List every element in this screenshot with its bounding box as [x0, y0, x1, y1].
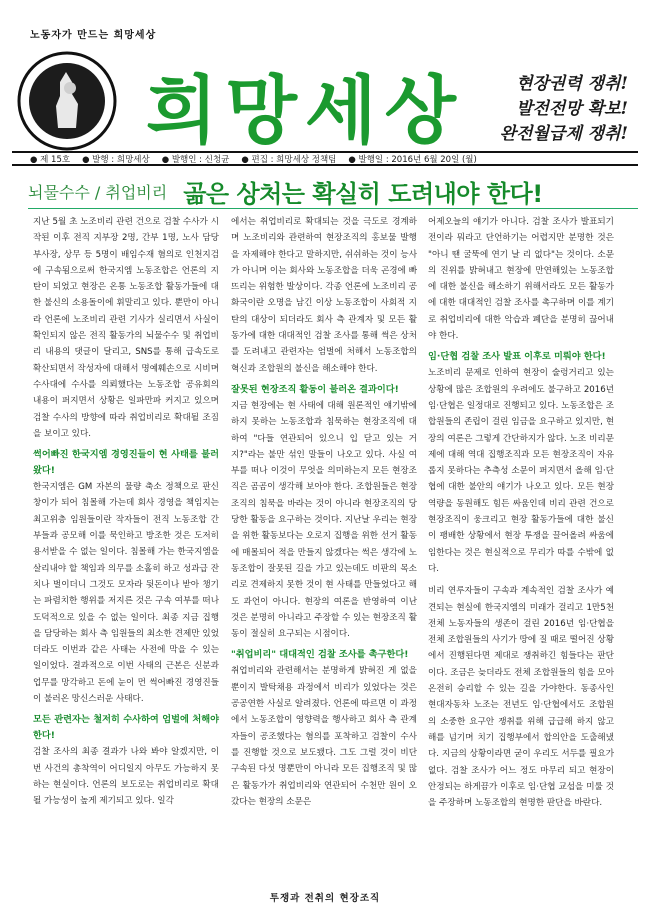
article-column-2: [231, 214, 417, 810]
publish-date: ● 발행일 : 2016년 6월 20일 (월): [348, 155, 477, 165]
paragraph: 검찰 조사의 최종 결과가 나와 봐야 알겠지만, 이번 사건의 총착역이 어디일지 아무도 가능하지 못하는 현실이다. 언론의 보도로는 취업비리로 확대될 가능성이 높게 제기되고 있다. 일각: [33, 747, 219, 807]
paragraph: 지난 5월 초 노조비리 관련 건으로 검찰 수사가 시작된 이후 전직 지부장 2명, 간부 1명, 노사 담당 부사장, 상무 등 5명이 배임수재 혐의로 인천지검에 구속됨으로써 한국지엠 노동조합은 언론의 지탄이 되었고 현장은 온통 노동조합 활동가들에 대한 불신의 소용돌이에 휘말리고 있다. 뿐만이 아니라 언론에 노조비리 관련 기사가 실리면서 사실이 확인되지 않은 전직 활동가의 뇌물수수 및 취업비리 내용의 댓글이 달리고, SNS를 통해 급속도로 확산되면서 작성자에 대해서 명예훼손으로 시비며 수사대에 수사를 의뢰했다는 노동조합 공유회의 내용이 퍼지면서 상황은 일파만파 커지고 있으며 검찰 수사의 방향에 따라 취업비리로 확대될 조짐을 보이고 있다.: [33, 217, 219, 439]
article-headline: 곪은 상처는 확실히 도려내야 한다!: [183, 179, 543, 208]
issuer: ● 발행인 : 신청균: [161, 155, 230, 165]
subheading: 모든 관련자는 철저히 수사하여 엄벌에 처해야 한다!: [33, 714, 219, 742]
subheading: 잘못된 현장조직 활동이 불러온 결과이다!: [231, 383, 399, 395]
masthead-title: [140, 58, 470, 154]
paragraph: 노조비리 문제로 인하여 현장이 술렁거리고 있는 상황에 많은 조합원의 우려에도 불구하고 2016년 임·단협은 일정대로 진행되고 있다. 노동조합은 조합원들의 존립이 걸린 임금을 요구하고 있지만, 현장의 여론은 그렇게 간단하지가 않다. 노조 비리문제에 대해 역대 집행조직과 모든 현장조직이 자유롭지 못하다는 추측성 소문이 퍼지면서 올해 임·단협에 대한 불안의 얘기가 나오고 있다. 모든 현장 역량을 동원해도 힘든 싸움인데 비리 관련 건으로 현장조직이 웅크리고 현장 활동가들에 대한 불신이 팽배한 상황에서 현장 투쟁을 끌어올려 싸움에 임한다는 것은 현실적으로 무리가 따를 수밖에 없다.: [428, 368, 614, 574]
issue-info-bar: [12, 151, 638, 166]
article-column-3: [428, 214, 614, 811]
issue-number: ● 제 15호: [30, 155, 71, 165]
paragraph: 지금 현장에는 현 사태에 대해 원론적인 얘기밖에 하지 못하는 노동조합과 침묵하는 현장조직에 대하여 "다들 연관되어 있으니 입 닫고 있는 거지?"라는 불만 섞인 말들이 나오고 있다. 사실 여부를 떠나 이것이 무엇을 의미하는지 모든 현장조직은 곰곰이 생각해 보아야 한다. 조합원들은 현장조직의 침묵을 바라는 것이 아니라 현장조직의 당당한 활동을 요구하는 것이다. 지난날 우리는 현장을 위한 활동보다는 오로지 집행을 위한 선거 활동에 매몰되어 적을 만들지 않겠다는 썩은 생각에 노동조합이 잘못된 길을 가고 있는데도 비판의 목소리로 견제하지 못한 것이 현 사태를 만들었다고 해도 과언이 아니다. 현장의 여론을 반영하여 이난 것은 분명히 아니라고 주장할 수 있는 현장조직 활동이 절실히 요구되는 시점이다.: [231, 400, 417, 640]
publisher: ● 발행 : 희망세상: [82, 155, 150, 165]
slogan-1: 현장권력 쟁취!: [516, 74, 628, 94]
subheading: 썩어빠진 한국지엠 경영진들이 현 사태를 불러왔다!: [33, 449, 219, 477]
slogan-2: 발전전망 확보!: [516, 99, 628, 119]
logo-emblem: [14, 48, 120, 154]
paragraph: 에서는 취업비리로 확대되는 것을 극도로 경계하며 노조비리와 관련하여 현장조직의 홍보물 발행을 자제해야 한다고 말하지만, 쉬쉬하는 것이 능사가 아니며 이는 회사와 노동조합을 더욱 곤경에 빠뜨리는 위험한 발상이다. 각종 언론에 노조비리 공화국이란 오명을 남긴 이상 노동조합이 사회적 지탄의 대상이 되더라도 회사 측 관계자 및 모든 활동가에 대한 대대적인 검찰 조사를 통해 썩은 상처를 도려내고 관련자는 엄벌에 처해서 노동조합의 혁신과 조합원의 불신을 해소해야 한다.: [231, 217, 417, 374]
subheading: 임·단협 검찰 조사 발표 이후로 미뤄야 한다!: [428, 351, 606, 363]
paragraph: 취업비리와 관련해서는 분명하게 밝혀진 게 없을 뿐이지 발탁채용 과정에서 비리가 있었다는 것은 공공연한 사실로 알려졌다. 언론에 따르면 이 과정에서 노동조합이 영향력을 행사하고 회사 측 관계자들이 공조했다는 혐의를 포착하고 검찰이 수사를 진행할 것으로 보도됐다. 그도 그럴 것이 비단 구속된 다섯 명뿐만이 아니라 모든 집행조직 및 많은 활동가가 취업비리와 연관되어 수천만 원이 오갔다는 현장의 소문은: [231, 666, 417, 807]
footer-motto: 투쟁과 전취의 현장조직: [269, 893, 381, 904]
article-header: [28, 174, 638, 209]
tagline: 노동자가 만드는 희망세상: [30, 30, 157, 41]
subheading: "취업비리" 대대적인 검찰 조사를 촉구한다!: [231, 649, 409, 661]
editor: ● 편집 : 희망세상 정책팀: [241, 155, 337, 165]
article-column-1: [33, 214, 219, 810]
paragraph: 어제오늘의 얘기가 아니다. 검찰 조사가 발표되기 전이라 뭐라고 단언하기는 어렵지만 분명한 것은 "아니 땐 굴뚝에 연기 날 리 없다"는 것이다. 소문의 진위를 밝혀내고 현장에 만연해있는 노동조합에 대한 불신을 해소하기 위해서라도 모든 활동가에 대한 대대적인 검찰 조사를 촉구하며 이를 계기로 취업비리에 대한 악습과 폐단을 분명히 끊어내야 한다.: [428, 217, 614, 342]
paragraph: 한국지엠은 GM 자본의 물량 축소 정책으로 판신창이가 되어 침몰해 가는데 회사 경영을 책임지는 최고위층 임원들이란 작자들이 전직 노동조합 간부들과 공모해 이를 묵인하고 방조한 것은 도저히 용서받을 수 없는 일이다. 침몰해 가는 한국지엠을 살리내야 할 책임과 의무를 소홀히 하고 성과급 잔치나 벌이더니 그것도 모자라 뒷돈이나 받아 챙기는 파렴치한 행위를 저지른 것은 구속 여부를 떠나 도덕적으로 있을 수 없는 일이다. 최종 지금 집행을 담당하는 회사 측 임원들의 최소한 견제만 있었더라도 이번과 같은 사태는 사전에 막을 수 있는 일이었다. 결과적으로 이번 사태의 근본은 신분과 업무를 망각하고 돈에 눈이 먼 썩어빠진 경영진들이 불러온 망신스러운 사태다.: [33, 482, 219, 705]
slogan-3: 완전월급제 쟁취!: [499, 124, 628, 144]
article-kicker: 뇌물수수 / 취업비리: [28, 182, 168, 202]
paragraph: 비리 연루자들이 구속과 계속적인 검찰 조사가 예견되는 현실에 한국지엠의 미래가 걸리고 1만5천 전체 노동자들의 생존이 걸린 2016년 임·단협을 전체 조합원들의 사기가 땅에 질 때로 떨어진 상황에서 진행된다면 제대로 쟁취하긴 힘들다는 판단이다. 조금은 늦더라도 전체 조합원들의 힘을 모아 온전히 승리할 수 있는 길을 가야한다. 동종사인 현대자동차 노조는 전년도 임·단협에서도 조합원의 소중한 요구안 쟁취를 위해 급급해 하지 않고 해를 넘기며 치기 집행부에서 합의안을 도출해냈다. 지금의 상황이라면 굳이 우리도 서두를 필요가 없다. 검찰 조사가 어느 정도 마무리 되고 현장이 안정되는 하게끔가 이후로 임·단협 교섭을 미룰 것을 주장하며 노동조합의 현명한 판단을 바란다.: [428, 586, 614, 809]
slogans: [500, 72, 628, 147]
masthead-text: 희망세상: [146, 68, 464, 154]
